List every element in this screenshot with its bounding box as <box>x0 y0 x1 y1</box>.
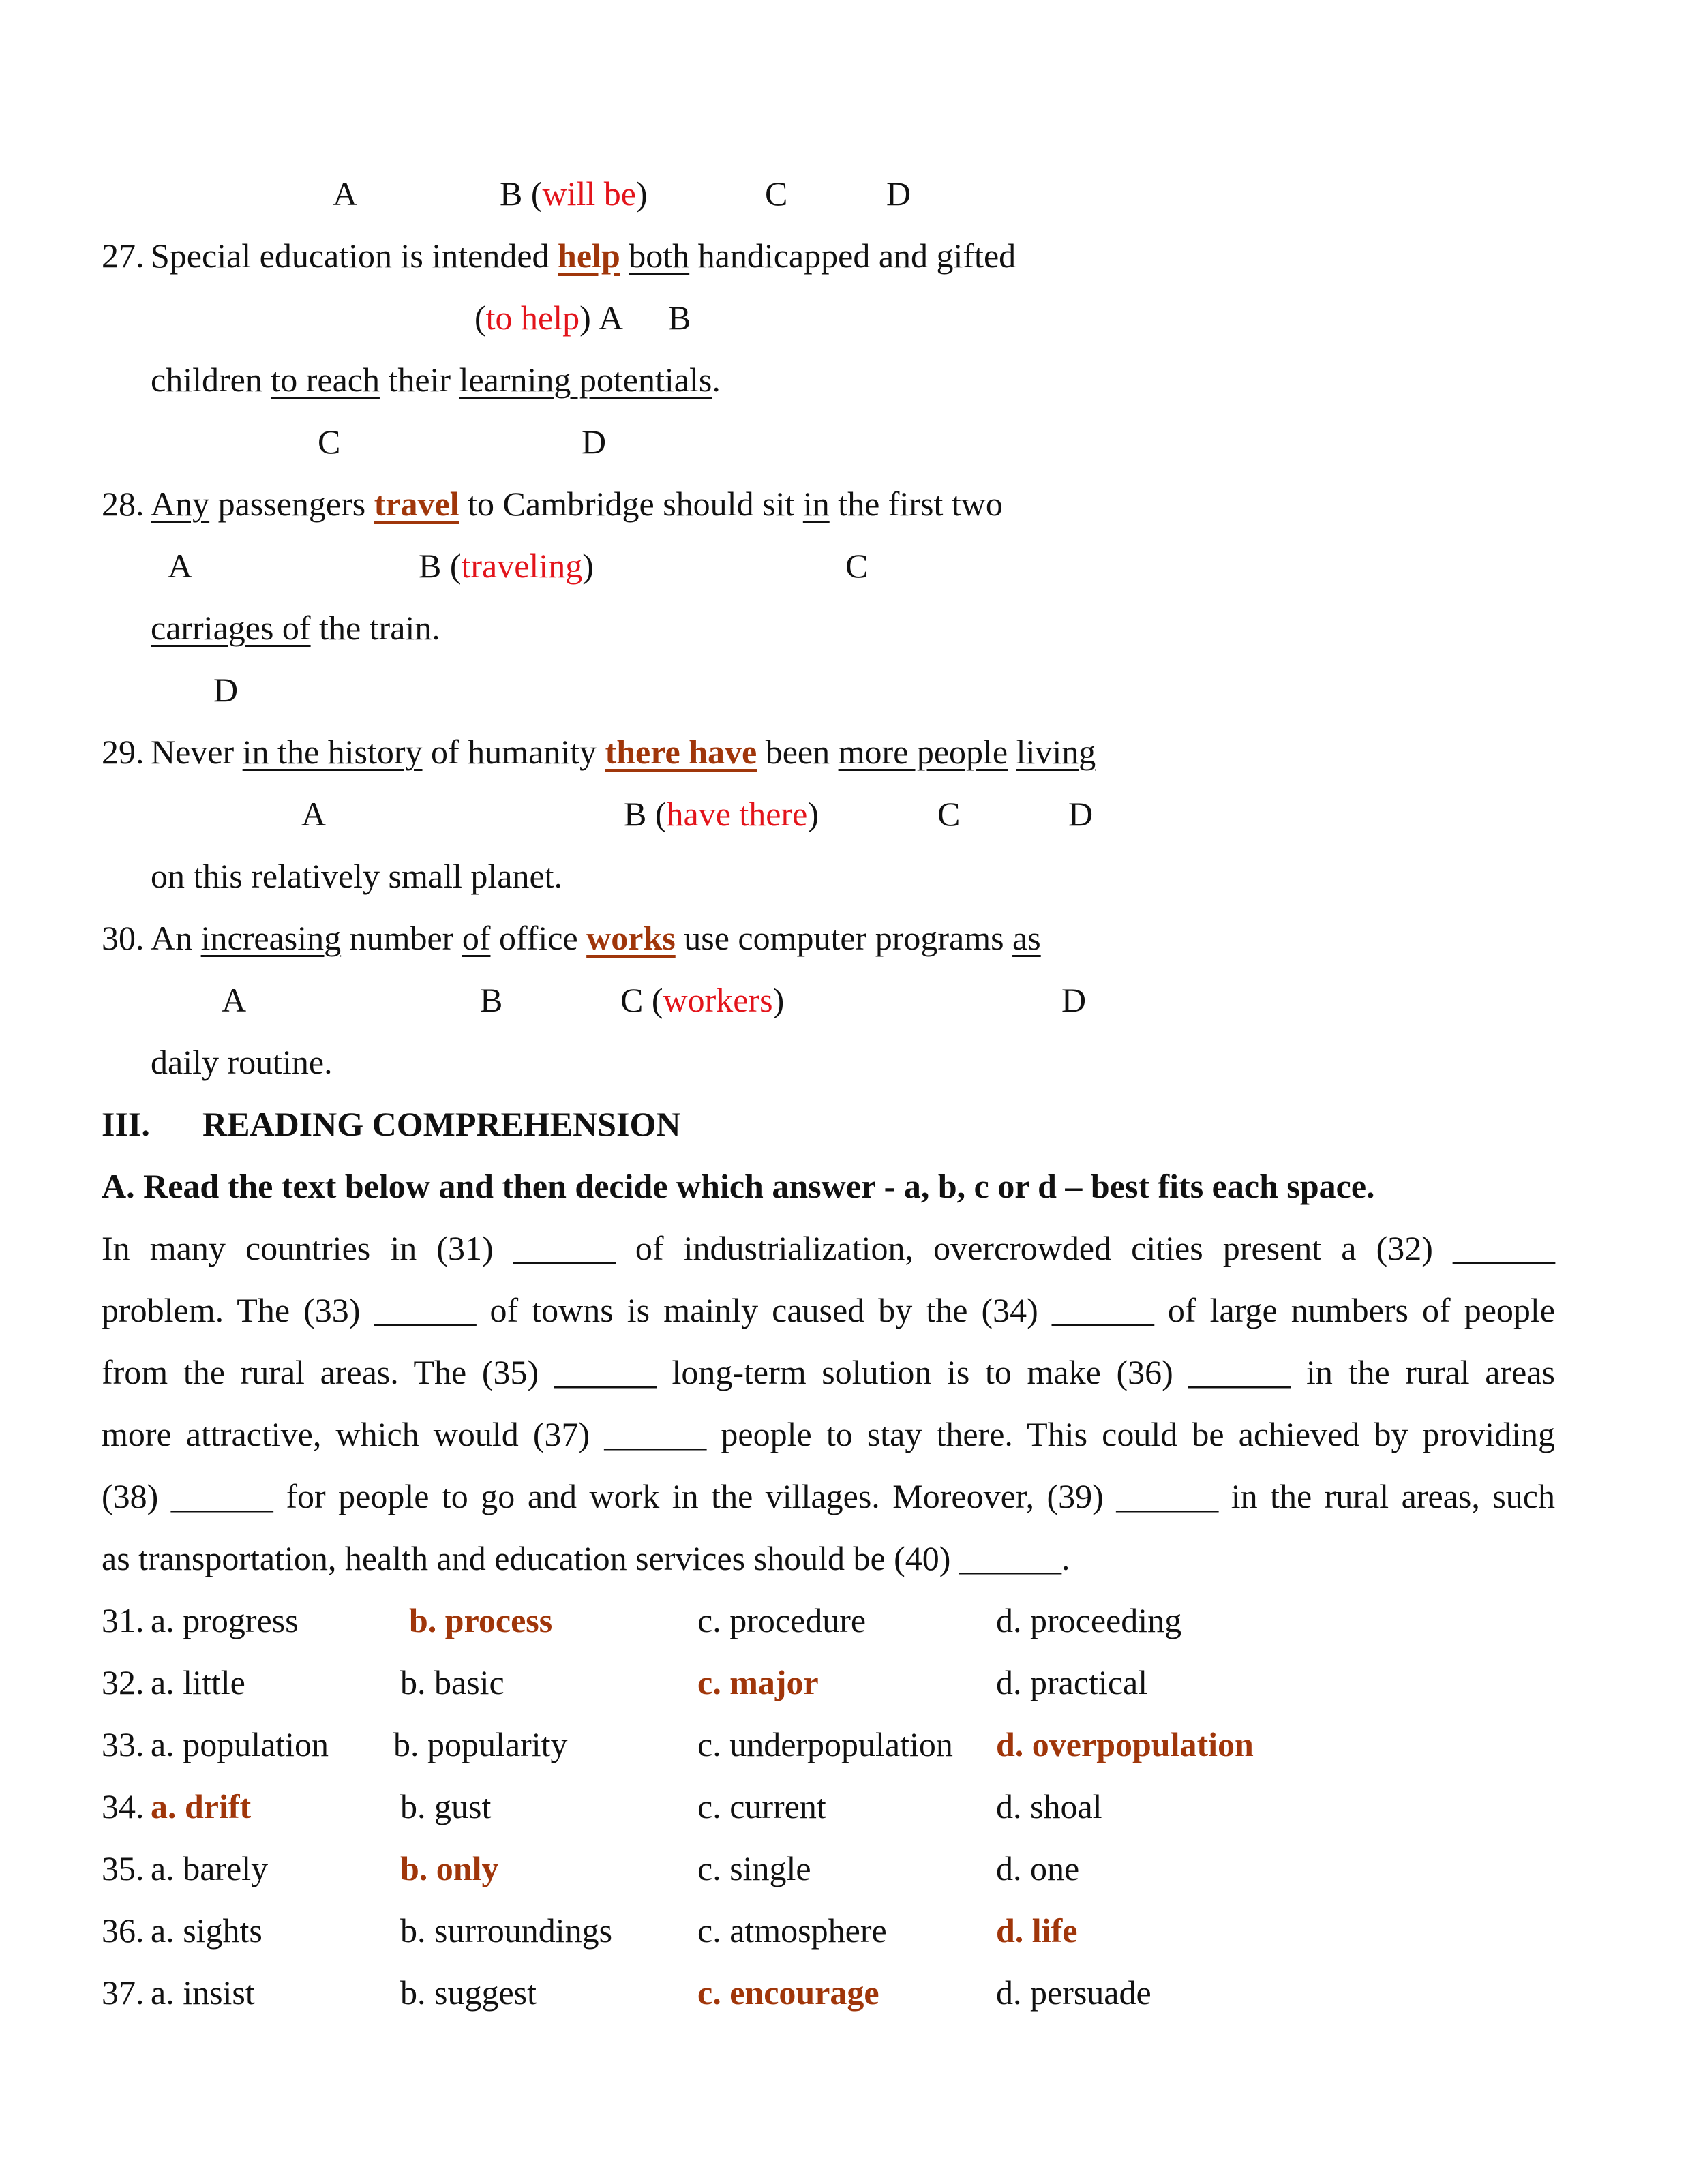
passage-text: (38) ______ for people to go and work in the villages. Moreover, (39) ______ in the rural areas, such <box>102 1477 1555 1515</box>
error-answer: there have <box>605 733 757 771</box>
option-row <box>0 1838 1688 1900</box>
letter-a: A <box>301 795 327 833</box>
option-d-correct: d. overpopulation <box>996 1725 1254 1763</box>
option-c: c. procedure <box>697 1601 866 1639</box>
option-row <box>0 1900 1688 1962</box>
option-row <box>0 1714 1688 1776</box>
error-answer: travel <box>374 485 459 523</box>
letter-b: B <box>668 299 691 337</box>
question-28-cont <box>0 597 1688 659</box>
letter-c: C <box>765 175 788 213</box>
question-number: 31. <box>102 1601 145 1639</box>
option-c-correct: c. encourage <box>697 1973 879 2012</box>
letter-c: C <box>318 423 341 461</box>
question-text: Special education is intended help both handicapped and gifted <box>151 237 1016 275</box>
option-row <box>0 1652 1688 1714</box>
letter-d: D <box>1061 981 1087 1019</box>
question-28 <box>0 473 1688 535</box>
correction: (to help) <box>474 299 591 337</box>
question-text: children to reach their learning potentials. <box>151 361 721 399</box>
section-title: READING COMPREHENSION <box>202 1105 681 1143</box>
option-row <box>0 1590 1688 1652</box>
letter-b: B (will be) <box>500 175 648 213</box>
letter-d: D <box>886 175 911 213</box>
section-number: III. <box>102 1105 150 1143</box>
question-number: 32. <box>102 1663 145 1701</box>
correction: traveling <box>461 547 583 585</box>
letter-b: B (have there) <box>624 795 819 833</box>
option-c: c. underpopulation <box>697 1725 953 1763</box>
passage-line <box>0 1279 1688 1341</box>
question-30-cont <box>0 1031 1688 1093</box>
passage-line <box>0 1528 1688 1590</box>
letter-a: A <box>333 175 358 213</box>
option-b: b. popularity <box>393 1725 568 1763</box>
letter-c: C (workers) <box>620 981 785 1019</box>
letter-b: B (traveling) <box>419 547 594 585</box>
passage-line <box>0 1466 1688 1528</box>
option-a-correct: a. drift <box>151 1787 252 1825</box>
correction: will be <box>542 175 636 213</box>
option-row <box>0 1962 1688 2024</box>
question-number: 37. <box>102 1973 145 2012</box>
question-text: Never in the history of humanity there have been more people living <box>151 733 1096 771</box>
q26-letters <box>0 163 1688 225</box>
option-c: c. atmosphere <box>697 1911 887 1950</box>
q28-letters-2 <box>0 659 1688 721</box>
question-30 <box>0 907 1688 969</box>
passage-text: In many countries in (31) ______ of industrialization, overcrowded cities present a (32) ______ <box>102 1229 1555 1267</box>
option-b-correct: b. process <box>409 1601 553 1639</box>
option-d: d. one <box>996 1849 1080 1887</box>
question-number: 35. <box>102 1849 145 1887</box>
letter-a: A <box>599 299 624 337</box>
q27-letters-2 <box>0 411 1688 473</box>
q28-letters-1 <box>0 535 1688 597</box>
letter-c: C <box>937 795 961 833</box>
option-b: b. suggest <box>400 1973 537 2012</box>
option-b: b. surroundings <box>400 1911 613 1950</box>
option-a: a. insist <box>151 1973 255 2012</box>
option-row <box>0 1776 1688 1838</box>
section-heading <box>0 1093 1688 1155</box>
question-number: 27. <box>102 237 145 275</box>
passage-text: from the rural areas. The (35) ______ long-term solution is to make (36) ______ in the rural areas <box>102 1353 1555 1391</box>
q30-letters <box>0 969 1688 1031</box>
option-d: d. practical <box>996 1663 1148 1701</box>
option-c: c. single <box>697 1849 811 1887</box>
option-c-correct: c. major <box>697 1663 819 1701</box>
letter-d: D <box>213 671 239 709</box>
option-b: b. gust <box>400 1787 492 1825</box>
passage-line <box>0 1341 1688 1404</box>
option-d: d. shoal <box>996 1787 1102 1825</box>
option-a: a. progress <box>151 1601 299 1639</box>
question-number: 36. <box>102 1911 145 1950</box>
question-number: 29. <box>102 733 145 771</box>
option-a: a. barely <box>151 1849 269 1887</box>
option-d: d. proceeding <box>996 1601 1182 1639</box>
correction: have there <box>666 795 808 833</box>
letter-b: B <box>480 981 503 1019</box>
error-answer: works <box>586 919 676 957</box>
option-d-correct: d. life <box>996 1911 1078 1950</box>
option-c: c. current <box>697 1787 826 1825</box>
question-number: 33. <box>102 1725 145 1763</box>
letter-c: C <box>845 547 869 585</box>
question-text: on this relatively small planet. <box>151 857 563 895</box>
letter-d: D <box>1068 795 1094 833</box>
q27-letters-1 <box>0 287 1688 349</box>
letter-d: D <box>582 423 607 461</box>
passage-line <box>0 1404 1688 1466</box>
question-27-cont <box>0 349 1688 411</box>
passage-text: as transportation, health and education services should be (40) ______. <box>102 1539 1070 1577</box>
option-a: a. population <box>151 1725 329 1763</box>
passage-line <box>0 1217 1688 1279</box>
q29-letters <box>0 783 1688 845</box>
passage-text: problem. The (33) ______ of towns is mainly caused by the (34) ______ of large numbers of people <box>102 1291 1555 1329</box>
option-b: b. basic <box>400 1663 504 1701</box>
question-29-cont <box>0 845 1688 907</box>
question-number: 30. <box>102 919 145 957</box>
question-text: An increasing number of office works use computer programs as <box>151 919 1041 957</box>
question-number: 28. <box>102 485 145 523</box>
option-d: d. persuade <box>996 1973 1151 2012</box>
letter-a: A <box>222 981 247 1019</box>
instruction-text: A. Read the text below and then decide which answer - a, b, c or d – best fits each space. <box>102 1167 1375 1205</box>
question-29 <box>0 721 1688 783</box>
question-text: carriages of the train. <box>151 609 440 647</box>
instruction <box>0 1155 1688 1217</box>
error-answer: help <box>558 237 620 275</box>
letter-a: A <box>168 547 193 585</box>
question-number: 34. <box>102 1787 145 1825</box>
passage-text: more attractive, which would (37) ______ people to stay there. This could be achieved by providing <box>102 1415 1555 1453</box>
option-a: a. little <box>151 1663 245 1701</box>
question-27 <box>0 225 1688 287</box>
option-b-correct: b. only <box>400 1849 499 1887</box>
option-a: a. sights <box>151 1911 262 1950</box>
question-text: daily routine. <box>151 1043 333 1081</box>
question-text: Any passengers travel to Cambridge should sit in the first two <box>151 485 1003 523</box>
correction: workers <box>663 981 773 1019</box>
